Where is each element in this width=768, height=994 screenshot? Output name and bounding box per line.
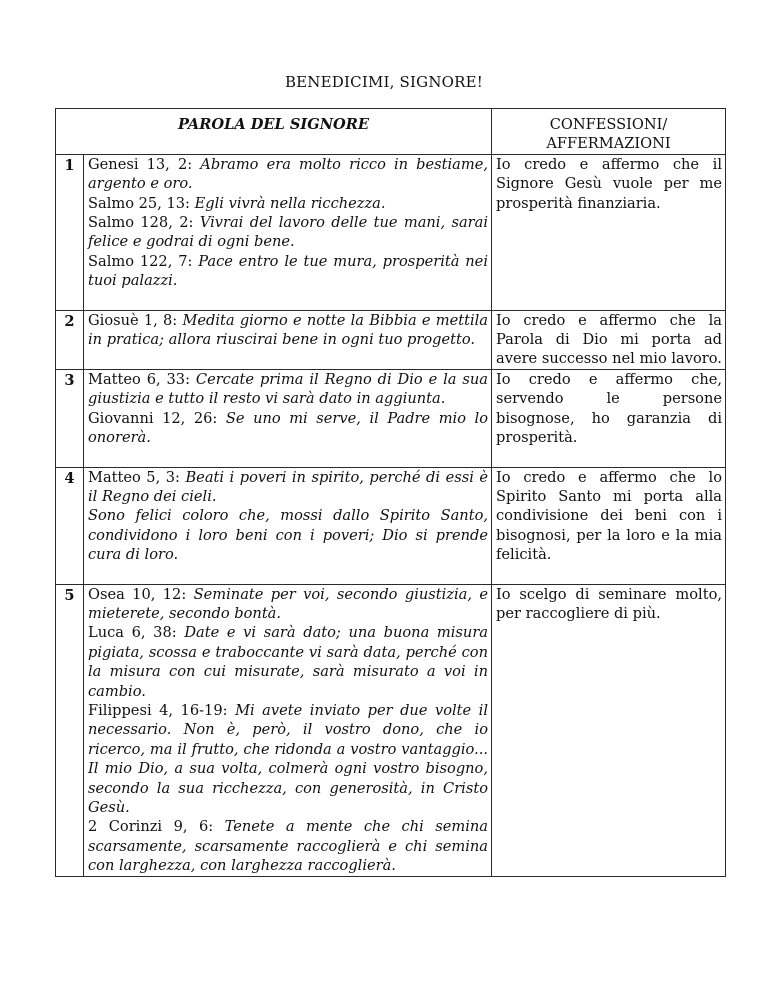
row-number: 3 (56, 369, 84, 467)
table-row (56, 154, 726, 310)
scripture-cell (84, 584, 492, 876)
confession-cell: Io credo e affermo che, servendo le persone bisognose, ho garanzia di prosperità. (492, 369, 726, 467)
table-header-row (56, 109, 726, 155)
verse-text: Egli vivrà nella ricchezza. (194, 194, 386, 212)
verse-text: Medita giorno e notte la Bibbia e mettila in pratica; allora riuscirai bene in ogni tuo progetto. (88, 311, 489, 349)
verse-reference: Salmo 128, 2: (88, 214, 194, 232)
verse-reference: Luca 6, 38: (88, 624, 177, 642)
scripture-passage (88, 623, 488, 701)
verse-reference: Salmo 25, 13: (88, 194, 190, 212)
verse-text: Pace entro le tue mura, prosperità nei tuoi palazzi. (88, 252, 488, 290)
row-number: 2 (56, 310, 84, 369)
verse-text: Date e vi sarà dato; una buona misura pigiata, scossa e traboccante vi sarà data, perché con la misura con cui misurate, sarà misurato a voi in cambio. (88, 624, 488, 700)
scripture-passage (88, 585, 488, 624)
verse-reference: Genesi 13, 2: (88, 155, 193, 173)
verses-table (55, 108, 726, 877)
table-row (56, 369, 726, 467)
verse-reference: Matteo 5, 3: (88, 468, 180, 486)
confession-cell: Io credo e affermo che la Parola di Dio mi porta ad avere successo nel mio lavoro. (492, 310, 726, 369)
verse-reference: Osea 10, 12: (88, 585, 187, 603)
verse-text: Cercate prima il Regno di Dio e la sua giustizia e tutto il resto vi sarà dato in aggiunta. (88, 370, 488, 408)
verse-text: Tenete a mente che chi semina scarsamente, scarsamente raccoglierà e chi semina con larghezza, con larghezza raccoglierà. (88, 818, 488, 875)
verse-text: Mi avete inviato per due volte il necessario. Non è, però, il vostro dono, che io ricerco, ma il frutto, che ridonda a vostro vantaggio... Il mio Dio, a sua volta, colmerà ogni vostro bisogno, secondo la sua ricchezza, con generosità, in Cristo Gesù. (88, 701, 489, 816)
confession-cell: Io credo e affermo che lo Spirito Santo mi porta alla condivisione dei beni con i bisognosi, per la loro e la mia felicità. (492, 467, 726, 584)
verse-reference: Salmo 122, 7: (88, 252, 193, 270)
scripture-passage (88, 213, 488, 252)
verse-text: Abramo era molto ricco in bestiame, argento e oro. (88, 155, 488, 193)
header-word-of-lord: PAROLA DEL SIGNORE (56, 109, 492, 155)
verse-text: Sono felici coloro che, mossi dallo Spirito Santo, condividono i loro beni con i poveri; Dio si prende cura di loro. (88, 507, 488, 564)
scripture-passage (88, 370, 488, 409)
row-number: 5 (56, 584, 84, 876)
scripture-cell (84, 369, 492, 467)
scripture-cell (84, 310, 492, 369)
verse-text: Vivrai del lavoro delle tue mani, sarai felice e godrai di ogni bene. (88, 214, 489, 251)
scripture-cell (84, 467, 492, 584)
scripture-passage (88, 468, 488, 507)
scripture-passage (88, 194, 488, 213)
confession-cell: Io credo e affermo che il Signore Gesù vuole per me prosperità finanziaria. (492, 154, 726, 310)
verse-reference: Filippesi 4, 16-19: (88, 701, 228, 719)
scripture-passage (88, 409, 488, 448)
verse-reference: Matteo 6, 33: (88, 370, 190, 388)
verse-text: Seminate per voi, secondo giustizia, e mieterete, secondo bontà. (88, 585, 488, 622)
table-row (56, 584, 726, 876)
scripture-passage (88, 701, 488, 817)
scripture-cell (84, 154, 492, 310)
verse-reference: Giovanni 12, 26: (88, 409, 218, 427)
header-confessions: CONFESSIONI/ AFFERMAZIONI (492, 109, 726, 155)
row-number: 4 (56, 467, 84, 584)
table-row (56, 310, 726, 369)
scripture-passage (88, 252, 488, 291)
verse-text: Beati i poveri in spirito, perché di essi è il Regno dei cieli. (88, 468, 489, 505)
confession-cell: Io scelgo di seminare molto, per raccogliere di più. (492, 584, 726, 876)
scripture-passage (88, 817, 488, 875)
verse-reference: 2 Corinzi 9, 6: (88, 818, 214, 836)
row-number: 1 (56, 154, 84, 310)
table-row (56, 467, 726, 584)
scripture-passage (88, 311, 488, 350)
scripture-passage (88, 506, 488, 564)
verse-reference: Giosuè 1, 8: (88, 311, 178, 329)
scripture-passage (88, 155, 488, 194)
verse-text: Se uno mi serve, il Padre mio lo onorerà. (88, 409, 489, 447)
page-title: BENEDICIMI, SIGNORE! (284, 73, 484, 91)
